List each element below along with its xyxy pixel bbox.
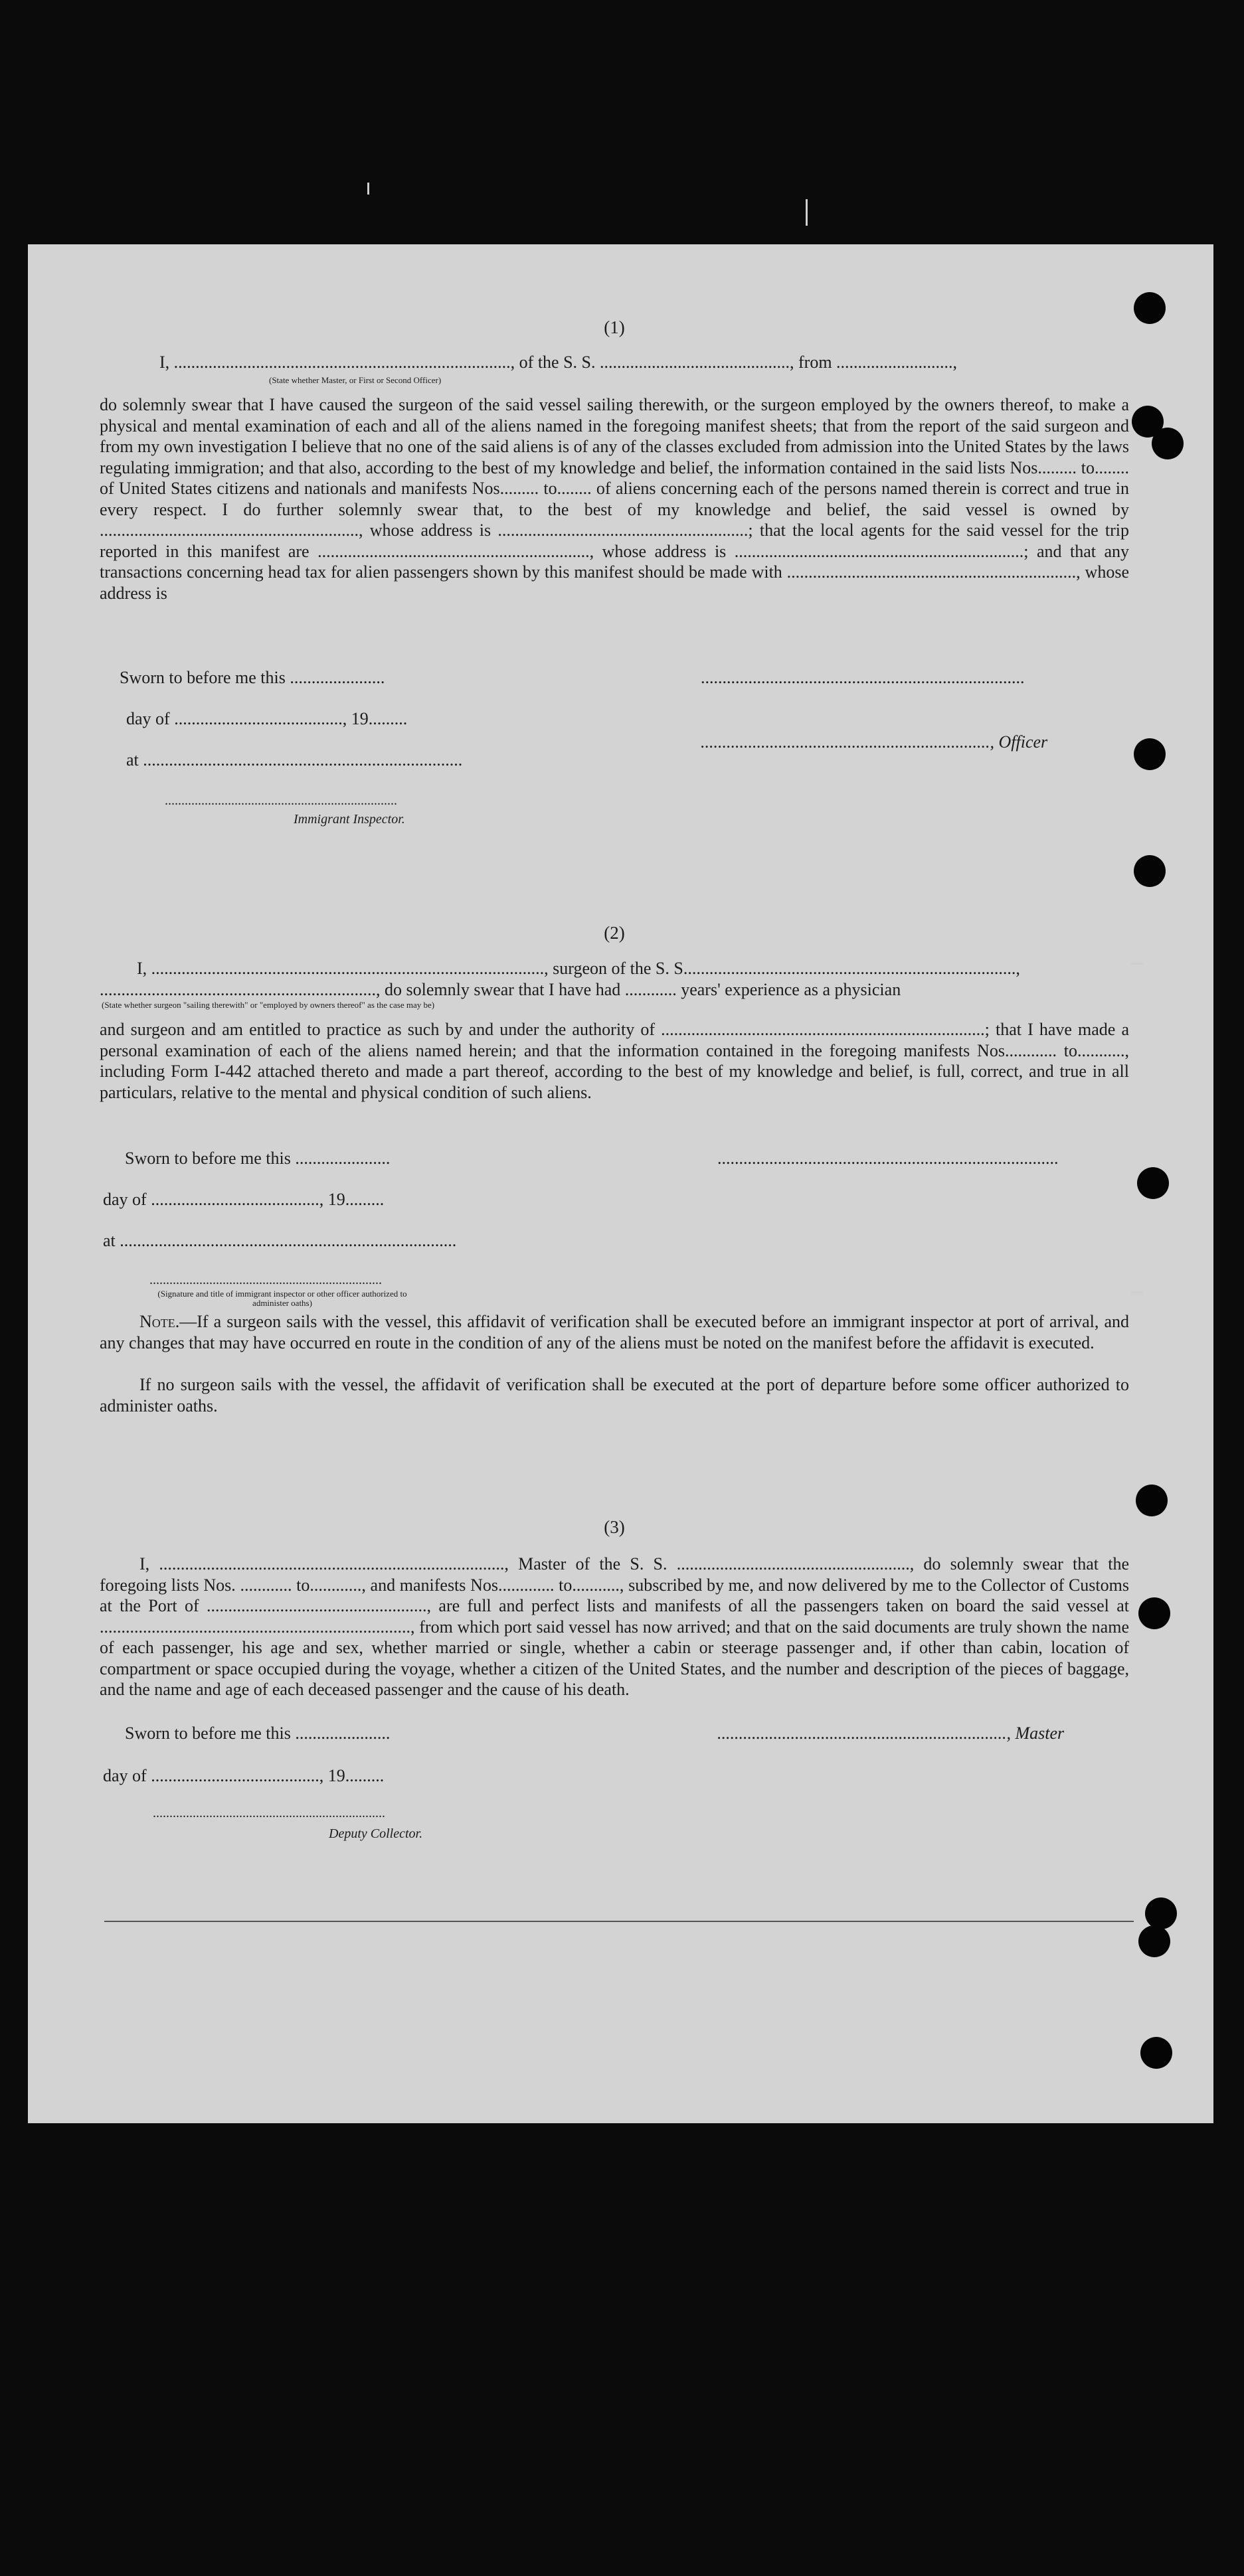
master-signature-line: ..................................................................., Master: [717, 1724, 1065, 1743]
punch-hole: [1138, 1597, 1170, 1629]
punch-hole: [1137, 1167, 1169, 1199]
affidavit-master: [100, 317, 1129, 915]
punch-hole: [1152, 428, 1184, 459]
field-note: (State whether surgeon "sailing therewith" or "employed by owners thereof" as the case may be): [102, 1000, 435, 1010]
place-line: at ..........................................................................: [126, 750, 463, 769]
section-number: (3): [604, 1517, 625, 1537]
surgeon-second-line: ................................................................, do solemnly swear that I have had ............ years' experience as a physician: [100, 980, 901, 999]
punch-hole: [1138, 1925, 1170, 1957]
sworn-line: Sworn to before me this ......................: [120, 668, 385, 687]
punch-hole: [1136, 1485, 1168, 1516]
note-text: —If a surgeon sails with the vessel, this affidavit of verification shall be executed before an immigrant inspector at port of arrival, and any changes that may have occurred en route in the condition of any of the aliens must be noted on the manifest before the affidavit is executed.: [100, 1312, 1129, 1352]
manifest-form-page: [28, 244, 1213, 2123]
punch-hole: [1134, 855, 1166, 887]
affidavit-master-delivery: [100, 1517, 1129, 1915]
officer-signature-line: ..................................................................., Officer: [701, 732, 1048, 752]
field-note: (State whether Master, or First or Second Officer): [269, 375, 442, 385]
surgeon-first-line: I, ..........................................................................................., surgeon of the S. S.............................................................................,: [137, 959, 1020, 978]
collector-signature-line: ......................................................................: [153, 1806, 385, 1820]
inspector-title: Immigrant Inspector.: [294, 812, 405, 827]
bottom-rule: [104, 1921, 1134, 1922]
date-line: day of ......................................., 19.........: [103, 1766, 385, 1785]
inspector-note: (Signature and title of immigrant inspector or other officer authorized to administer oaths): [157, 1289, 407, 1308]
master-body: I, ................................................................................, Master of the S. S. ......................................................, do solemnly swear that the foregoing lists Nos. ............ to............, and manifests Nos............. to..........., subscribed by me, and now delivered by me to the Collector of Customs at the Port of ..................................................., are full and perfect lists and manifests of all the passengers taken on board the said vessel at ........................................................................, from which port said vessel has now arrived; and that on the said documents are truly shown the name of each passenger, his age and sex, whether married or single, whether a cabin or steerage passenger and, if other than cabin, location of compartment or space occupied during the voyage, whether a citizen of the United States, and the number and description of the pieces of baggage, and the name and age of each deceased passenger and the cause of his death.: [100, 1554, 1129, 1699]
date-line: day of ......................................., 19.........: [103, 1190, 385, 1209]
section-number: (2): [604, 923, 625, 943]
collector-title: Deputy Collector.: [329, 1826, 423, 1841]
punch-hole: [1145, 1897, 1177, 1929]
section-number: (1): [604, 317, 625, 337]
punch-hole: [1134, 292, 1166, 324]
punch-hole: [1134, 738, 1166, 770]
note-paragraph-2: If no surgeon sails with the vessel, the affidavit of verification shall be executed at the port of departure before some officer authorized to administer oaths.: [100, 1375, 1129, 1415]
signature-line: ...............................................................................: [717, 1149, 1059, 1168]
note-paragraph: [100, 1311, 1129, 1353]
surgeon-body: and surgeon and am entitled to practice as such by and under the authority of ...........................................................................; that I have made a personal examination of each of the aliens named herein; and that the information contained in the foregoing manifests Nos............ to..........., including Form I-442 attached thereto and made a part thereof, according to the best of my knowledge and belief, is full, correct, and true in all particulars, relative to the mental and physical condition of such aliens.: [100, 1020, 1129, 1102]
inspector-signature-line: ......................................................................: [149, 1273, 382, 1287]
oath-first-line: I, .............................................................................., of the S. S. ............................................, from ...........................,: [159, 353, 958, 372]
inspector-signature-line: ......................................................................: [165, 793, 397, 808]
punch-hole: [1140, 2037, 1172, 2069]
scan-artifact: [1131, 1291, 1143, 1293]
affidavit-surgeon: [100, 923, 1129, 1454]
scan-artifact: [806, 199, 808, 226]
sworn-line: Sworn to before me this ......................: [125, 1149, 391, 1168]
place-line: at ..............................................................................: [103, 1231, 457, 1250]
note-label: Note.: [139, 1312, 180, 1331]
scan-artifact: [367, 183, 369, 195]
sworn-line: Sworn to before me this ......................: [125, 1724, 391, 1743]
date-line: day of ......................................., 19.........: [126, 709, 408, 728]
oath-body: do solemnly swear that I have caused the surgeon of the said vessel sailing therewith, or the surgeon employed by the owners thereof, to make a physical and mental examination of each and all of the aliens named in the foregoing manifest sheets; that from the report of the said surgeon and from my own investigation I believe that no one of the said aliens is of any of the classes excluded from admission into the United States by the laws regulating immigration; and that also, according to the best of my knowledge and belief, the information contained in the said lists Nos......... to........ of United States citizens and nationals and manifests Nos......... to........ of aliens concerning each of the persons named therein is correct and true in every respect. I do further solemnly swear that, to the best of my knowledge and belief, the said vessel is owned by ............................................................, whose address is ..........................................................; that the local agents for the said vessel for the trip reported in this manifest are ..............................................................., whose address is ...................................................................; and that any transactions concerning head tax for alien passengers shown by this manifest should be made with ..................................................................., whose address is: [100, 395, 1129, 603]
signature-line: ...........................................................................: [701, 668, 1025, 687]
scan-artifact: [1131, 963, 1143, 965]
